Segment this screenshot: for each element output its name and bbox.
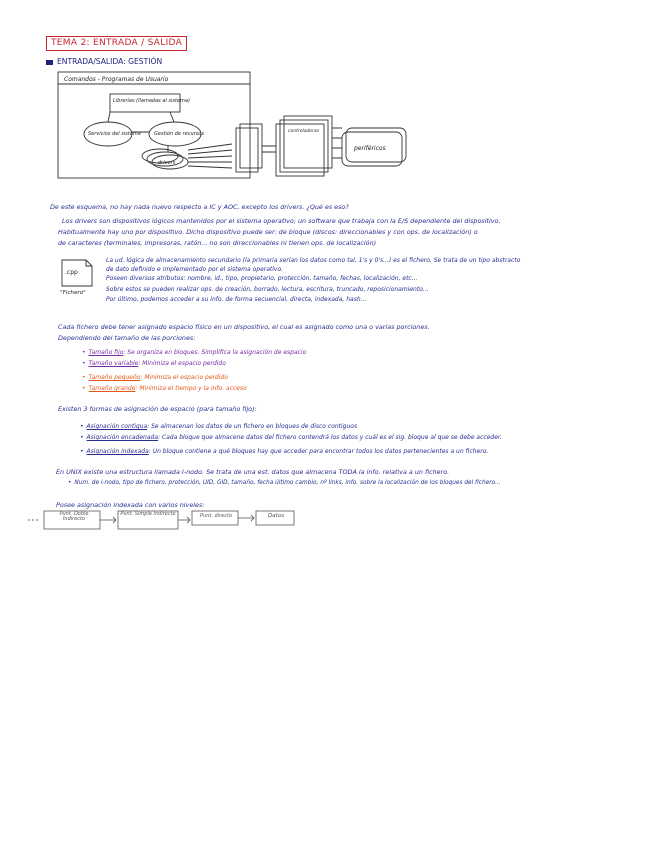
resources-label: Gestión de recursos xyxy=(154,131,204,137)
file-line-4: Sobre estos se pueden realizar ops. de creación, borrado, lectura, escritura, truncado, reposicionamiento... xyxy=(106,286,429,293)
user-programs-label: Comandos - Programas de Usuario xyxy=(64,76,169,83)
libraries-label: Librerías (llamadas al sistema) xyxy=(113,98,190,104)
file-line-3: Poseen diversos atributos: nombre, id., tipo, propietario, protección, tamaño, fechas, localización, etc... xyxy=(106,275,418,282)
chain-label-double: Punt. Doble Indirecto xyxy=(59,511,89,522)
chain-label-simple: Punt. Simple Indirecto xyxy=(120,511,176,517)
file-line-2: de dato definido e implementado por el sistema operativo. xyxy=(106,266,284,273)
method-chained: • Asignación encadenada: Cada bloque que almacene datos del fichero contendrá los datos y cuál es el sig. bloque al que se debe acceder. xyxy=(80,435,502,441)
page-title: TEMA 2: ENTRADA / SALIDA xyxy=(46,36,187,51)
file-icon-caption: "Fichero" xyxy=(60,290,86,296)
method-indexed: • Asignación indexada: Un bloque contiene a qué bloques hay que acceder para encontrar todos los datos pertenecientes a un fichero. xyxy=(80,449,488,455)
peripherals-label: periféricos xyxy=(354,145,386,152)
portion-large: • Tamaño grande: Minimiza el tiempo y la info. acceso xyxy=(82,386,247,392)
method-contiguous: • Asignación contigua: Se almacenan los datos de un fichero en bloques de disco contiguos xyxy=(80,424,357,430)
methods-intro: Existen 3 formas de asignación de espacio (para tamaño fijo): xyxy=(58,405,257,413)
file-line-1: La ud. lógica de almacenamiento secundario (la primaria serían los datos como tal, 1's y 0's...) es el fichero. Se trata de un tipo abstracto xyxy=(106,257,521,264)
portion-small: • Tamaño pequeño: Minimiza el espacio perdido xyxy=(82,375,228,381)
unix-line-1: En UNIX existe una estructura llamada I-nodo. Se trata de una est. datos que almacena TODA la info. relativa a un fichero. xyxy=(56,468,450,476)
file-icon-label: .cpp xyxy=(65,269,78,276)
section-heading-label: ENTRADA/SALIDA: GESTIÓN xyxy=(57,57,163,66)
section-bullet-icon xyxy=(46,60,53,65)
indexed-note: Posee asignación indexada con varios niveles: xyxy=(56,501,205,509)
portion-variable: • Tamaño variable: Minimiza el espacio perdido xyxy=(82,361,226,367)
drivers-line-1: Los drivers son dispositivos lógicos mantenidos por el sistema operativo; un software que trabaja con la E/S dependiente del dispositivo. xyxy=(62,217,501,225)
controllers-label: controladoras xyxy=(288,129,320,134)
space-intro-2: Dependiendo del tamaño de las porciones: xyxy=(58,334,196,342)
controller-card-1 xyxy=(236,128,258,172)
drivers-line-3: de caracteres (terminales, impresoras, ratón... no son direccionables ni tienen ops. de localización) xyxy=(58,239,377,247)
file-line-5: Por último, podemos acceder a su info. de forma secuencial, directa, indexada, hash... xyxy=(106,296,367,303)
portion-fixed: • Tamaño fijo: Se organiza en bloques. Simplifica la asignación de espacio xyxy=(82,350,306,356)
unix-line-2: • Num. de i-nodo, tipo de fichero, protección, UID, GID, tamaño, fecha último cambio, nº links, info. sobre la localización de los bloques del fichero... xyxy=(68,481,501,487)
io-architecture-diagram xyxy=(50,66,420,196)
drivers-line-2: Habitualmente hay uno por dispositivo. Dicho dispositivo puede ser: de bloque (discos: direccionables y con ops. de localización) o xyxy=(58,228,478,236)
section-heading xyxy=(46,58,162,66)
space-intro-1: Cada fichero debe tener asignado espacio físico en un dispositivo, el cual es asignado como una o varias porciones. xyxy=(58,323,430,331)
chain-label-direct: Punt. directo xyxy=(200,513,232,519)
drivers-question: De este esquema, no hay nada nuevo respecto a IC y AOC, excepto los drivers. ¿Qué es eso? xyxy=(50,203,349,211)
chain-label-data: Datos xyxy=(267,513,285,519)
drivers-label: drivers xyxy=(158,160,176,166)
services-label: Servicios del sistema xyxy=(88,131,141,137)
